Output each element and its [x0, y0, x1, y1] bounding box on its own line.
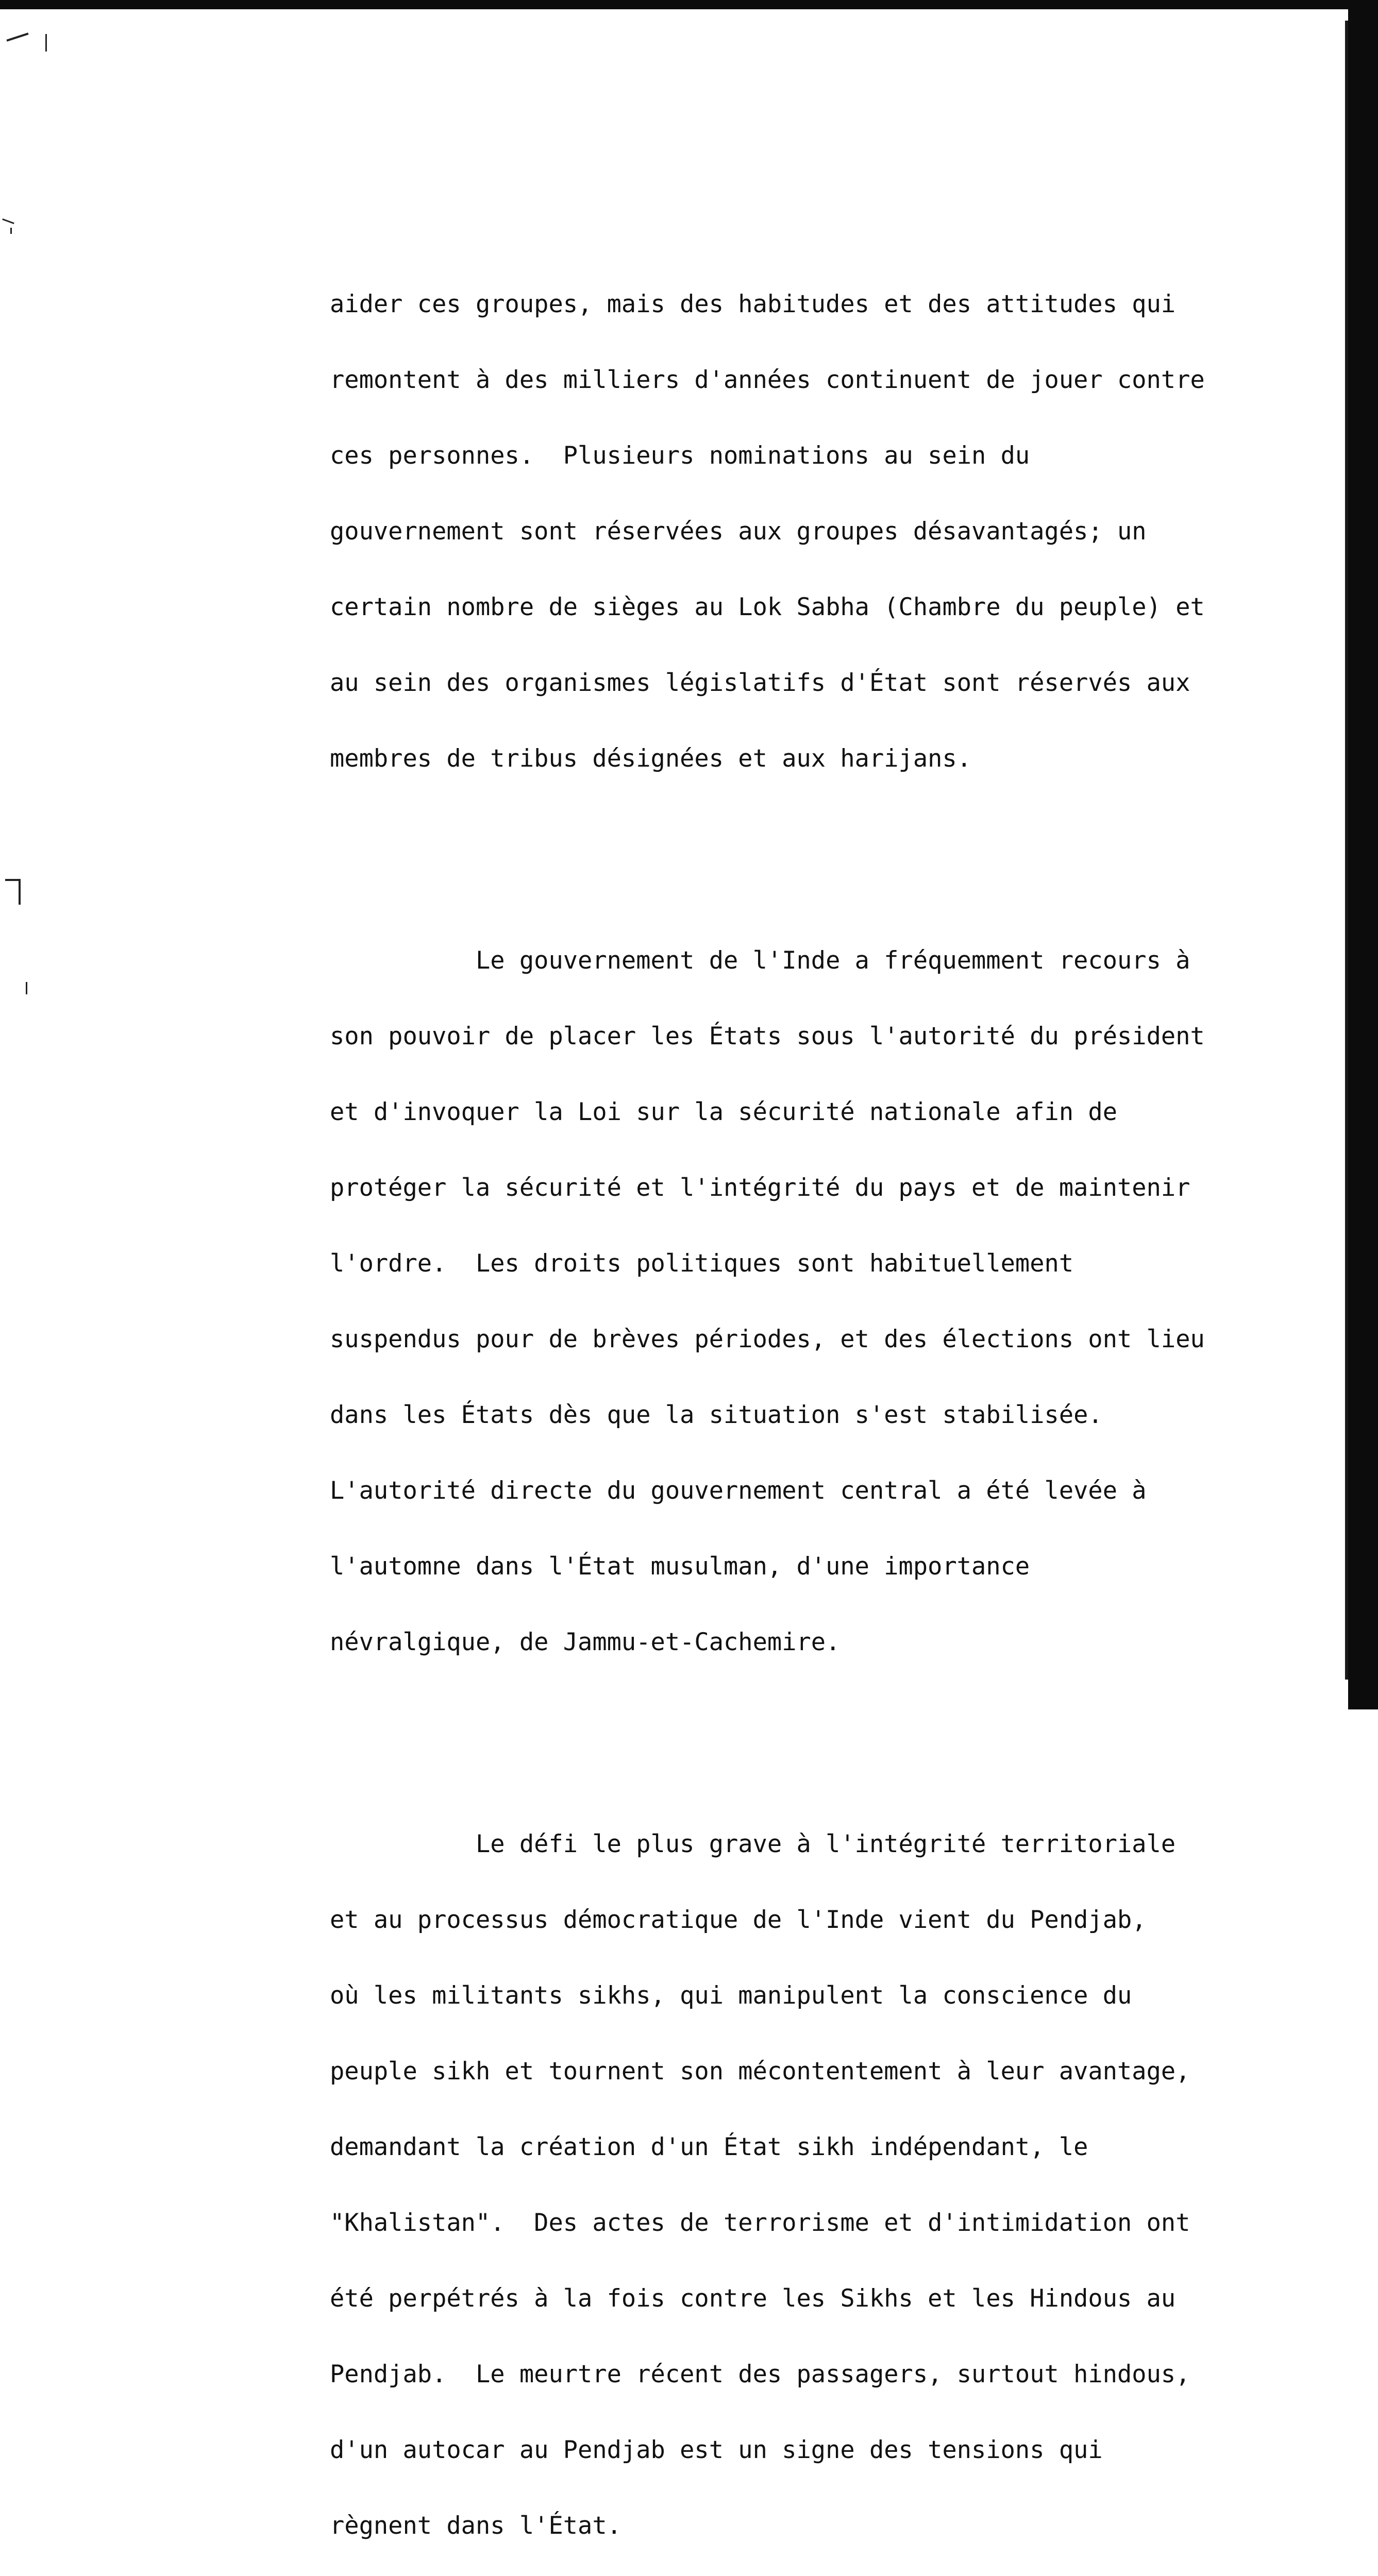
paragraph-3: [330, 1781, 1247, 2576]
text-line: membres de tribus désignées et aux harijans.: [330, 744, 972, 773]
scan-right-border-inner: [1345, 21, 1348, 1680]
scan-mark: [10, 228, 12, 234]
text-line: demandant la création d'un État sikh indépendant, le: [330, 2133, 1088, 2161]
document-body: [330, 191, 1247, 2576]
scan-right-border: [1348, 0, 1378, 1709]
text-line: l'ordre. Les droits politiques sont habituellement: [330, 1249, 1074, 1278]
text-line: peuple sikh et tournent son mécontentement à leur avantage,: [330, 2057, 1190, 2086]
scan-mark: [2, 218, 14, 224]
scan-mark: [26, 982, 27, 994]
text-line: névralgique, de Jammu-et-Cachemire.: [330, 1628, 841, 1656]
scan-top-border: [0, 0, 1378, 9]
text-line: suspendus pour de brèves périodes, et des élections ont lieu: [330, 1325, 1205, 1353]
text-line: au sein des organismes législatifs d'État sont réservés aux: [330, 669, 1190, 697]
text-line: aider ces groupes, mais des habitudes et des attitudes qui: [330, 290, 1176, 318]
text-line: son pouvoir de placer les États sous l'autorité du président: [330, 1022, 1205, 1050]
text-line: où les militants sikhs, qui manipulent la conscience du: [330, 1981, 1132, 2010]
text-line: et au processus démocratique de l'Inde vient du Pendjab,: [330, 1906, 1147, 1934]
text-line: Pendjab. Le meurtre récent des passagers, surtout hindous,: [330, 2360, 1190, 2388]
text-line: certain nombre de sièges au Lok Sabha (Chambre du peuple) et: [330, 593, 1205, 621]
text-line: et d'invoquer la Loi sur la sécurité nationale afin de: [330, 1098, 1118, 1126]
scan-mark: [19, 879, 21, 905]
text-line: remontent à des milliers d'années continuent de jouer contre: [330, 366, 1205, 394]
text-line: ces personnes. Plusieurs nominations au sein du: [330, 442, 1030, 470]
paragraph-1: [330, 241, 1247, 822]
text-line: Le gouvernement de l'Inde a fréquemment recours à: [330, 946, 1190, 975]
text-line: règnent dans l'État.: [330, 2512, 621, 2540]
paragraph-2: [330, 897, 1247, 1705]
scan-mark: [6, 32, 28, 41]
text-line: L'autorité directe du gouvernement central a été levée à: [330, 1477, 1147, 1505]
text-line: "Khalistan". Des actes de terrorisme et d'intimidation ont: [330, 2209, 1190, 2237]
text-line: l'automne dans l'État musulman, d'une importance: [330, 1552, 1030, 1581]
text-line: Le défi le plus grave à l'intégrité territoriale: [330, 1830, 1176, 1858]
text-line: gouvernement sont réservées aux groupes désavantagés; un: [330, 517, 1147, 546]
scan-mark: [45, 34, 47, 52]
text-line: protéger la sécurité et l'intégrité du pays et de maintenir: [330, 1174, 1190, 1202]
text-line: dans les États dès que la situation s'est stabilisée.: [330, 1401, 1103, 1429]
text-line: été perpétrés à la fois contre les Sikhs et les Hindous au: [330, 2284, 1176, 2313]
text-line: d'un autocar au Pendjab est un signe des tensions qui: [330, 2436, 1103, 2464]
